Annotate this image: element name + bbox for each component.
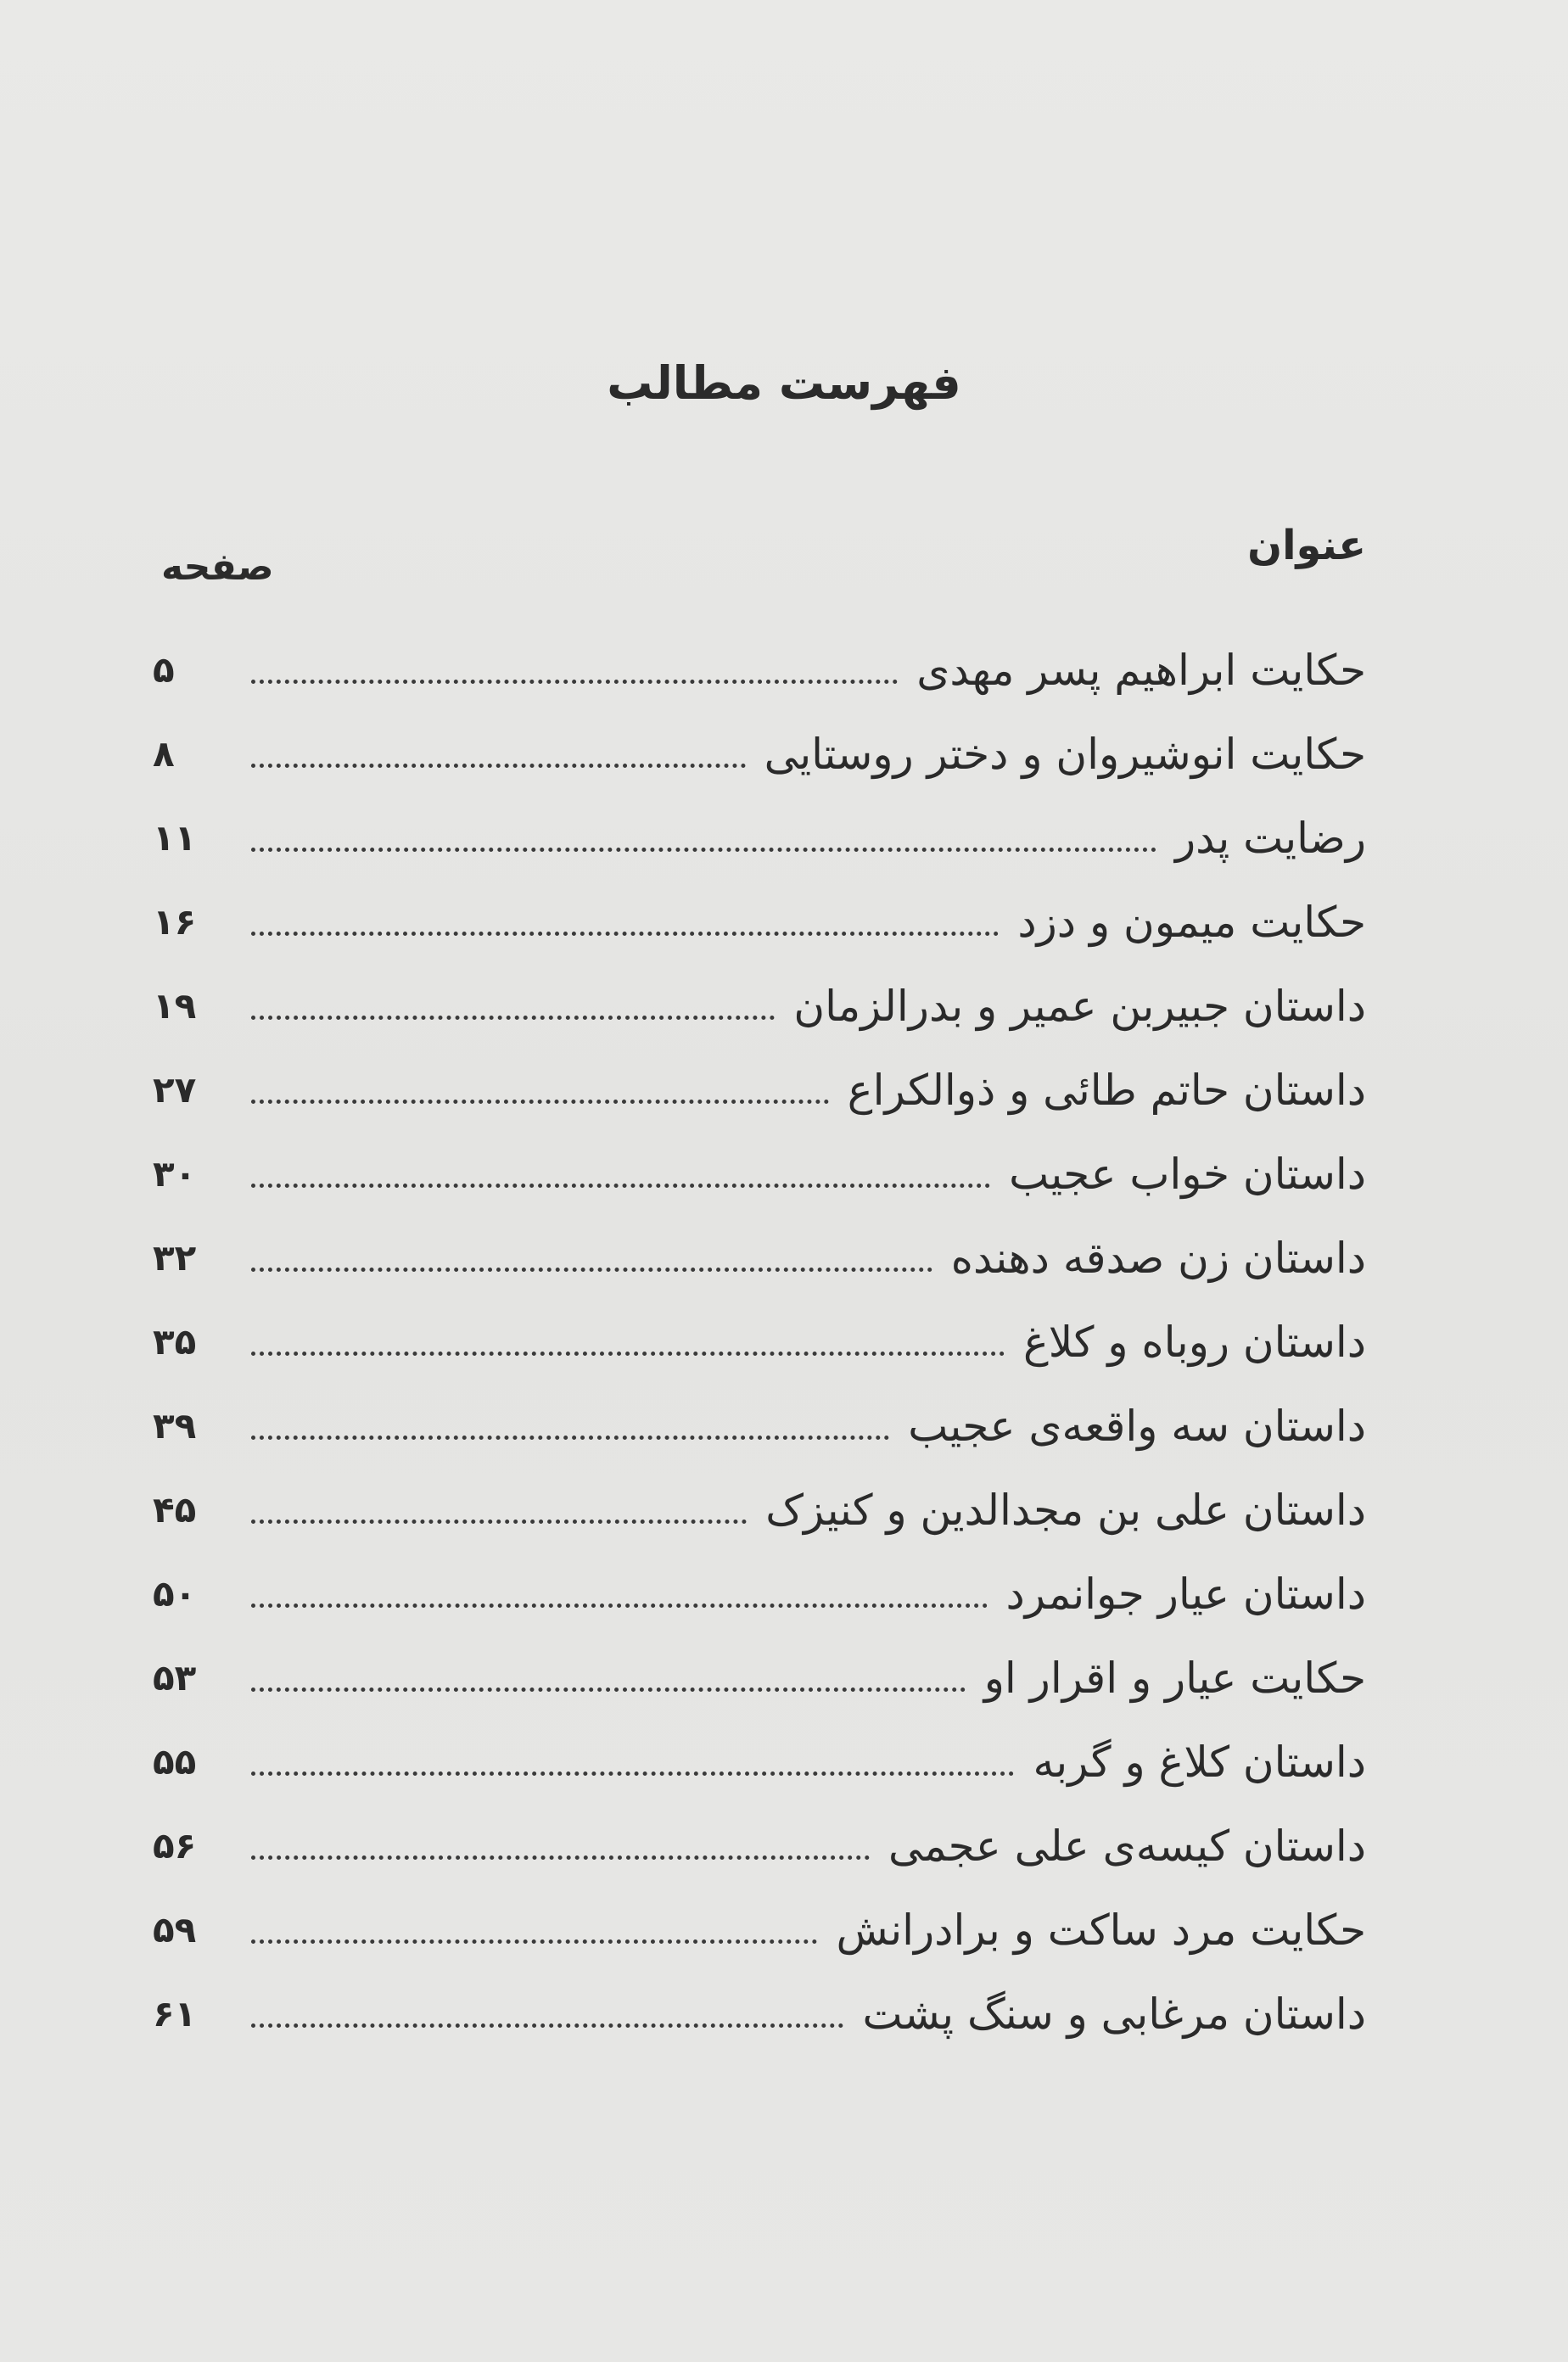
toc-entry-page: ۱۹ <box>153 985 197 1027</box>
toc-entry-page: ۳۲ <box>153 1237 197 1279</box>
toc-entry-title: داستان کیسه‌ی علی عجمی <box>888 1821 1366 1871</box>
toc-entry-page: ۵۵ <box>153 1741 197 1783</box>
toc-entry-title: داستان جبیربن عمیر و بدرالزمان <box>793 981 1366 1031</box>
toc-entry-title: حکایت مرد ساکت و برادرانش <box>836 1905 1366 1955</box>
toc-entry-page: ۴۵ <box>153 1489 197 1531</box>
page-column-heading: صفحه <box>161 546 274 589</box>
toc-entry-title: داستان زن صدقه دهنده <box>950 1233 1366 1283</box>
dot-leader <box>251 1268 932 1272</box>
dot-leader <box>251 848 1156 852</box>
page-title: فهرست مطالب <box>607 356 961 410</box>
toc-header <box>161 522 1366 590</box>
toc-entry-page: ۳۵ <box>153 1321 197 1363</box>
toc-entry <box>153 964 1366 1048</box>
toc-entry <box>153 712 1366 796</box>
toc-entry-page: ۱۶ <box>153 901 197 943</box>
toc-entry-page: ۱۱ <box>153 817 197 859</box>
toc-entry <box>153 880 1366 964</box>
toc-entry-page: ۸ <box>153 733 175 775</box>
toc-entry <box>153 1804 1366 1888</box>
toc-entry-page: ۳۰ <box>153 1153 197 1195</box>
toc-entry-title: رضایت پدر <box>1174 813 1366 863</box>
toc-entry-title: داستان خواب عجیب <box>1009 1149 1366 1199</box>
dot-leader <box>251 1016 775 1020</box>
toc-entry <box>153 1636 1366 1720</box>
toc-entry-title: حکایت ابراهیم پسر مهدی <box>916 645 1366 695</box>
toc-entry-page: ۵۶ <box>153 1825 197 1867</box>
toc-entry-title: داستان علی بن مجدالدین و کنیزک <box>765 1485 1366 1535</box>
toc-entry <box>153 1132 1366 1216</box>
toc-entry-title: داستان مرغابی و سنگ پشت <box>862 1989 1366 2039</box>
toc-entry-page: ۶۱ <box>153 1993 197 2035</box>
toc-entry-title: داستان کلاغ و گربه <box>1033 1737 1366 1787</box>
toc-entry-page: ۲۷ <box>153 1069 197 1111</box>
dot-leader <box>251 932 999 936</box>
toc-entry-title: داستان حاتم طائی و ذوالکراع <box>847 1065 1366 1115</box>
toc-entry-title: داستان عیار جوانمرد <box>1005 1569 1366 1619</box>
toc-entry-page: ۵ <box>153 649 175 691</box>
toc-entry <box>153 796 1366 880</box>
toc-entry <box>153 1216 1366 1300</box>
dot-leader <box>251 764 746 768</box>
toc-entry-title: حکایت میمون و دزد <box>1017 897 1366 947</box>
toc-entry-page: ۳۹ <box>153 1405 197 1447</box>
dot-leader <box>251 1772 1014 1776</box>
dot-leader <box>251 1688 966 1692</box>
dot-leader <box>251 1855 870 1860</box>
dot-leader <box>251 1604 988 1608</box>
toc-entry-title: داستان سه واقعه‌ی عجیب <box>908 1401 1366 1451</box>
dot-leader <box>251 1100 829 1104</box>
toc-entry <box>153 1972 1366 2056</box>
dot-leader <box>251 680 898 684</box>
toc-entry <box>153 1552 1366 1636</box>
table-of-contents <box>153 628 1366 2056</box>
dot-leader <box>251 2023 843 2028</box>
dot-leader <box>251 1184 990 1188</box>
toc-entry <box>153 1300 1366 1384</box>
toc-entry <box>153 1048 1366 1132</box>
dot-leader <box>251 1939 817 1944</box>
toc-entry-title: حکایت انوشیروان و دختر روستایی <box>764 729 1366 779</box>
dot-leader <box>251 1436 889 1440</box>
toc-entry-page: ۵۰ <box>153 1573 197 1615</box>
toc-entry <box>153 1888 1366 1972</box>
dot-leader <box>251 1520 747 1524</box>
toc-entry <box>153 628 1366 712</box>
toc-entry-title: حکایت عیار و اقرار او <box>983 1653 1366 1703</box>
toc-entry <box>153 1384 1366 1468</box>
toc-entry-page: ۵۹ <box>153 1909 197 1951</box>
toc-entry-title: داستان روباه و کلاغ <box>1022 1317 1366 1367</box>
toc-entry <box>153 1720 1366 1804</box>
toc-entry <box>153 1468 1366 1552</box>
title-column-heading: عنوان <box>1247 522 1366 569</box>
toc-entry-page: ۵۳ <box>153 1657 197 1699</box>
dot-leader <box>251 1352 1005 1356</box>
